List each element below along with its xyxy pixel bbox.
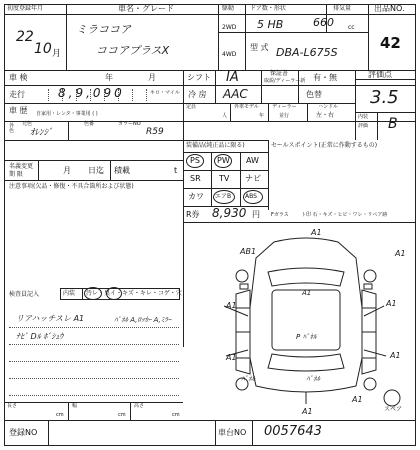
name-change-month: 月 [63, 166, 71, 175]
inspector-label: 検査員記入 [9, 291, 40, 298]
damage-mark-roof: A1 [302, 289, 312, 297]
loading-unit: t [174, 166, 178, 175]
airbag-checked-mark [213, 190, 235, 204]
equipment-pw: PW [217, 156, 230, 165]
damage-mark-rear: A1 [302, 407, 313, 416]
note-line-2: ﾅﾋﾞ Dﾙ ﾎﾞｼｭｳ [16, 332, 64, 341]
length-label: 長さ [7, 403, 18, 409]
recycle-value: 8,930 [212, 206, 247, 220]
height-label: 高さ [134, 403, 145, 409]
ps-checked-mark [186, 154, 204, 168]
note-line-1: リアハッチスレ A1 [16, 314, 85, 323]
interior-score-value: B [388, 116, 398, 132]
damage-mark-right-upper: A1 [386, 299, 397, 308]
registration-month-unit: 月 [52, 49, 62, 59]
exterior-model-unit: 年 [259, 113, 265, 119]
registration-month: 10 [34, 41, 52, 57]
damage-mark-left-upper: A1 [226, 301, 237, 310]
history-label: 車 歴 [9, 106, 28, 115]
color-change-label: 色替 [306, 90, 322, 99]
width-label: 幅 [72, 403, 78, 409]
recycle-unit: 円 [252, 210, 260, 219]
loading-label: 積載 [114, 166, 130, 175]
displacement-value: 660 [313, 16, 334, 29]
four-wd-option: 4WD [222, 51, 237, 58]
interior-score-label: 内装 [358, 114, 369, 120]
recycle-label: R券 [186, 210, 200, 219]
score-value: 3.5 [370, 87, 399, 108]
handle-label: ハンドル [318, 104, 339, 110]
capacity-unit: 人 [222, 113, 228, 119]
name-change-day: 日迄 [88, 166, 104, 175]
drive-label: 駆動 [222, 5, 235, 12]
sales-point-label: セールスポイント(正常に作動するもの) [271, 142, 378, 149]
color-no-label: カラーNO [118, 121, 141, 127]
chassis-number-value: 0057643 [264, 424, 322, 439]
damage-mark-panel-right: ﾊﾟﾈﾙ [306, 375, 320, 383]
aircon-label: 冷 房 [188, 90, 207, 99]
spare-tire-label: スペア [384, 406, 403, 413]
glass-label: Fガラス [271, 212, 289, 218]
dealer-sub-label: 並行 [279, 113, 290, 119]
color-no-value: R59 [146, 127, 164, 137]
interior-condition-items: 汚レ・臭イ・キズ・キレ・コゲ・穴 [86, 290, 182, 297]
width-unit: cm [118, 412, 126, 418]
damage-mark-panel-center: P ﾊﾟﾈﾙ [296, 333, 317, 341]
shaken-month-unit: 月 [148, 73, 156, 82]
notes-label: 注意事項(欠品・修復・不具合箇所および状態) [9, 183, 134, 190]
abs-checked-mark [243, 190, 263, 204]
score-label: 評価点 [368, 70, 392, 79]
damage-mark-left-lower: A1 [226, 353, 237, 362]
pw-checked-mark [214, 154, 232, 168]
equipment-airbag: エアB [215, 193, 232, 200]
grade-value: ココアプラスX [96, 44, 170, 57]
equipment-sr: SR [190, 174, 201, 183]
equipment-abs: ABS [245, 193, 257, 200]
name-change-label: 名義変更期 限 [9, 163, 34, 178]
displacement-unit: cc [348, 24, 355, 31]
warranty-sub-label: 取説/ディーラー新 [264, 78, 306, 84]
shift-value: IA [226, 70, 239, 85]
mileage-label: 走行 [9, 90, 25, 99]
warranty-label: 保証書 [270, 70, 289, 77]
damage-mark-front: A1 [311, 228, 322, 237]
equipment-navi: ナビ [245, 174, 261, 183]
handle-value: 左・右 [316, 112, 335, 119]
height-unit: cm [172, 412, 180, 418]
shaken-label: 車 検 [9, 73, 28, 82]
damage-mark-rear-right: A1 [352, 395, 363, 404]
glass-detail: ト印 石・キズ・ヒビ・ワレ・リペア跡 [301, 212, 388, 218]
car-name-grade-label: 車名・グレード [118, 4, 174, 13]
equipment-tv: TV [219, 174, 230, 183]
equipment-aw: AW [246, 156, 259, 165]
registration-number-label: 登録NO [9, 428, 38, 437]
damage-mark-panel-left: ﾊﾟﾈﾙ [241, 375, 255, 383]
interior-condition-label: 内装 [63, 290, 76, 297]
history-options: 自家用・レンタ・事業用 ( ) [36, 111, 98, 117]
model-label: 型 式 [250, 43, 269, 52]
two-wd-option: 2WD [222, 24, 237, 31]
ext-color-value: ｵﾚﾝｼﾞ [30, 128, 53, 138]
shift-label: シフト [187, 73, 211, 82]
mileage-value: 8,9,090 [58, 86, 125, 100]
exterior-model-label: 外車モデル [234, 104, 259, 110]
note-line-1b: ﾊﾟﾈﾙ A,ﾛｯｶｰ A,ﾐﾗｰ [114, 316, 172, 324]
damage-mark-front-right: A1 [395, 249, 406, 258]
mileage-unit: キロ・マイル [150, 90, 180, 96]
ext-color-label: 外色 [9, 123, 15, 134]
aircon-value: AAC [223, 87, 248, 101]
interior-score-sub: 評価 [358, 123, 369, 129]
car-name-value: ミラココア [76, 23, 131, 36]
stain-checked-mark [84, 287, 102, 300]
shaken-year-unit: 年 [105, 73, 113, 82]
equipment-leather: カワ [188, 192, 204, 201]
smell-checked-mark [106, 287, 122, 300]
dealer-label: ディーラー [272, 104, 297, 110]
warranty-value: 有・無 [313, 73, 337, 82]
first-registration-label: 初度登録年月 [7, 5, 44, 12]
registration-year: 22 [16, 29, 34, 45]
length-unit: cm [56, 412, 64, 418]
capacity-label: 定員 [186, 104, 197, 110]
chassis-number-label: 車台NO [218, 428, 247, 437]
doors-shape-label: ドア数・形状 [250, 5, 286, 12]
model-value: DBA-L675S [276, 46, 338, 59]
damage-mark-right-lower: A1 [390, 351, 401, 360]
damage-mark-front-left: AB1 [240, 247, 257, 256]
doors-value: 5 HB [257, 18, 284, 31]
original-color-label: 元色 [22, 121, 33, 127]
color-number-label: 色番 [84, 121, 95, 127]
lot-number-value: 42 [380, 34, 401, 52]
equipment-label: 装備品(純正品に限る) [186, 142, 245, 149]
displacement-label: 排気量 [333, 5, 352, 12]
lot-number-label: 出品NO. [374, 4, 405, 13]
equipment-ps: PS [190, 156, 200, 165]
